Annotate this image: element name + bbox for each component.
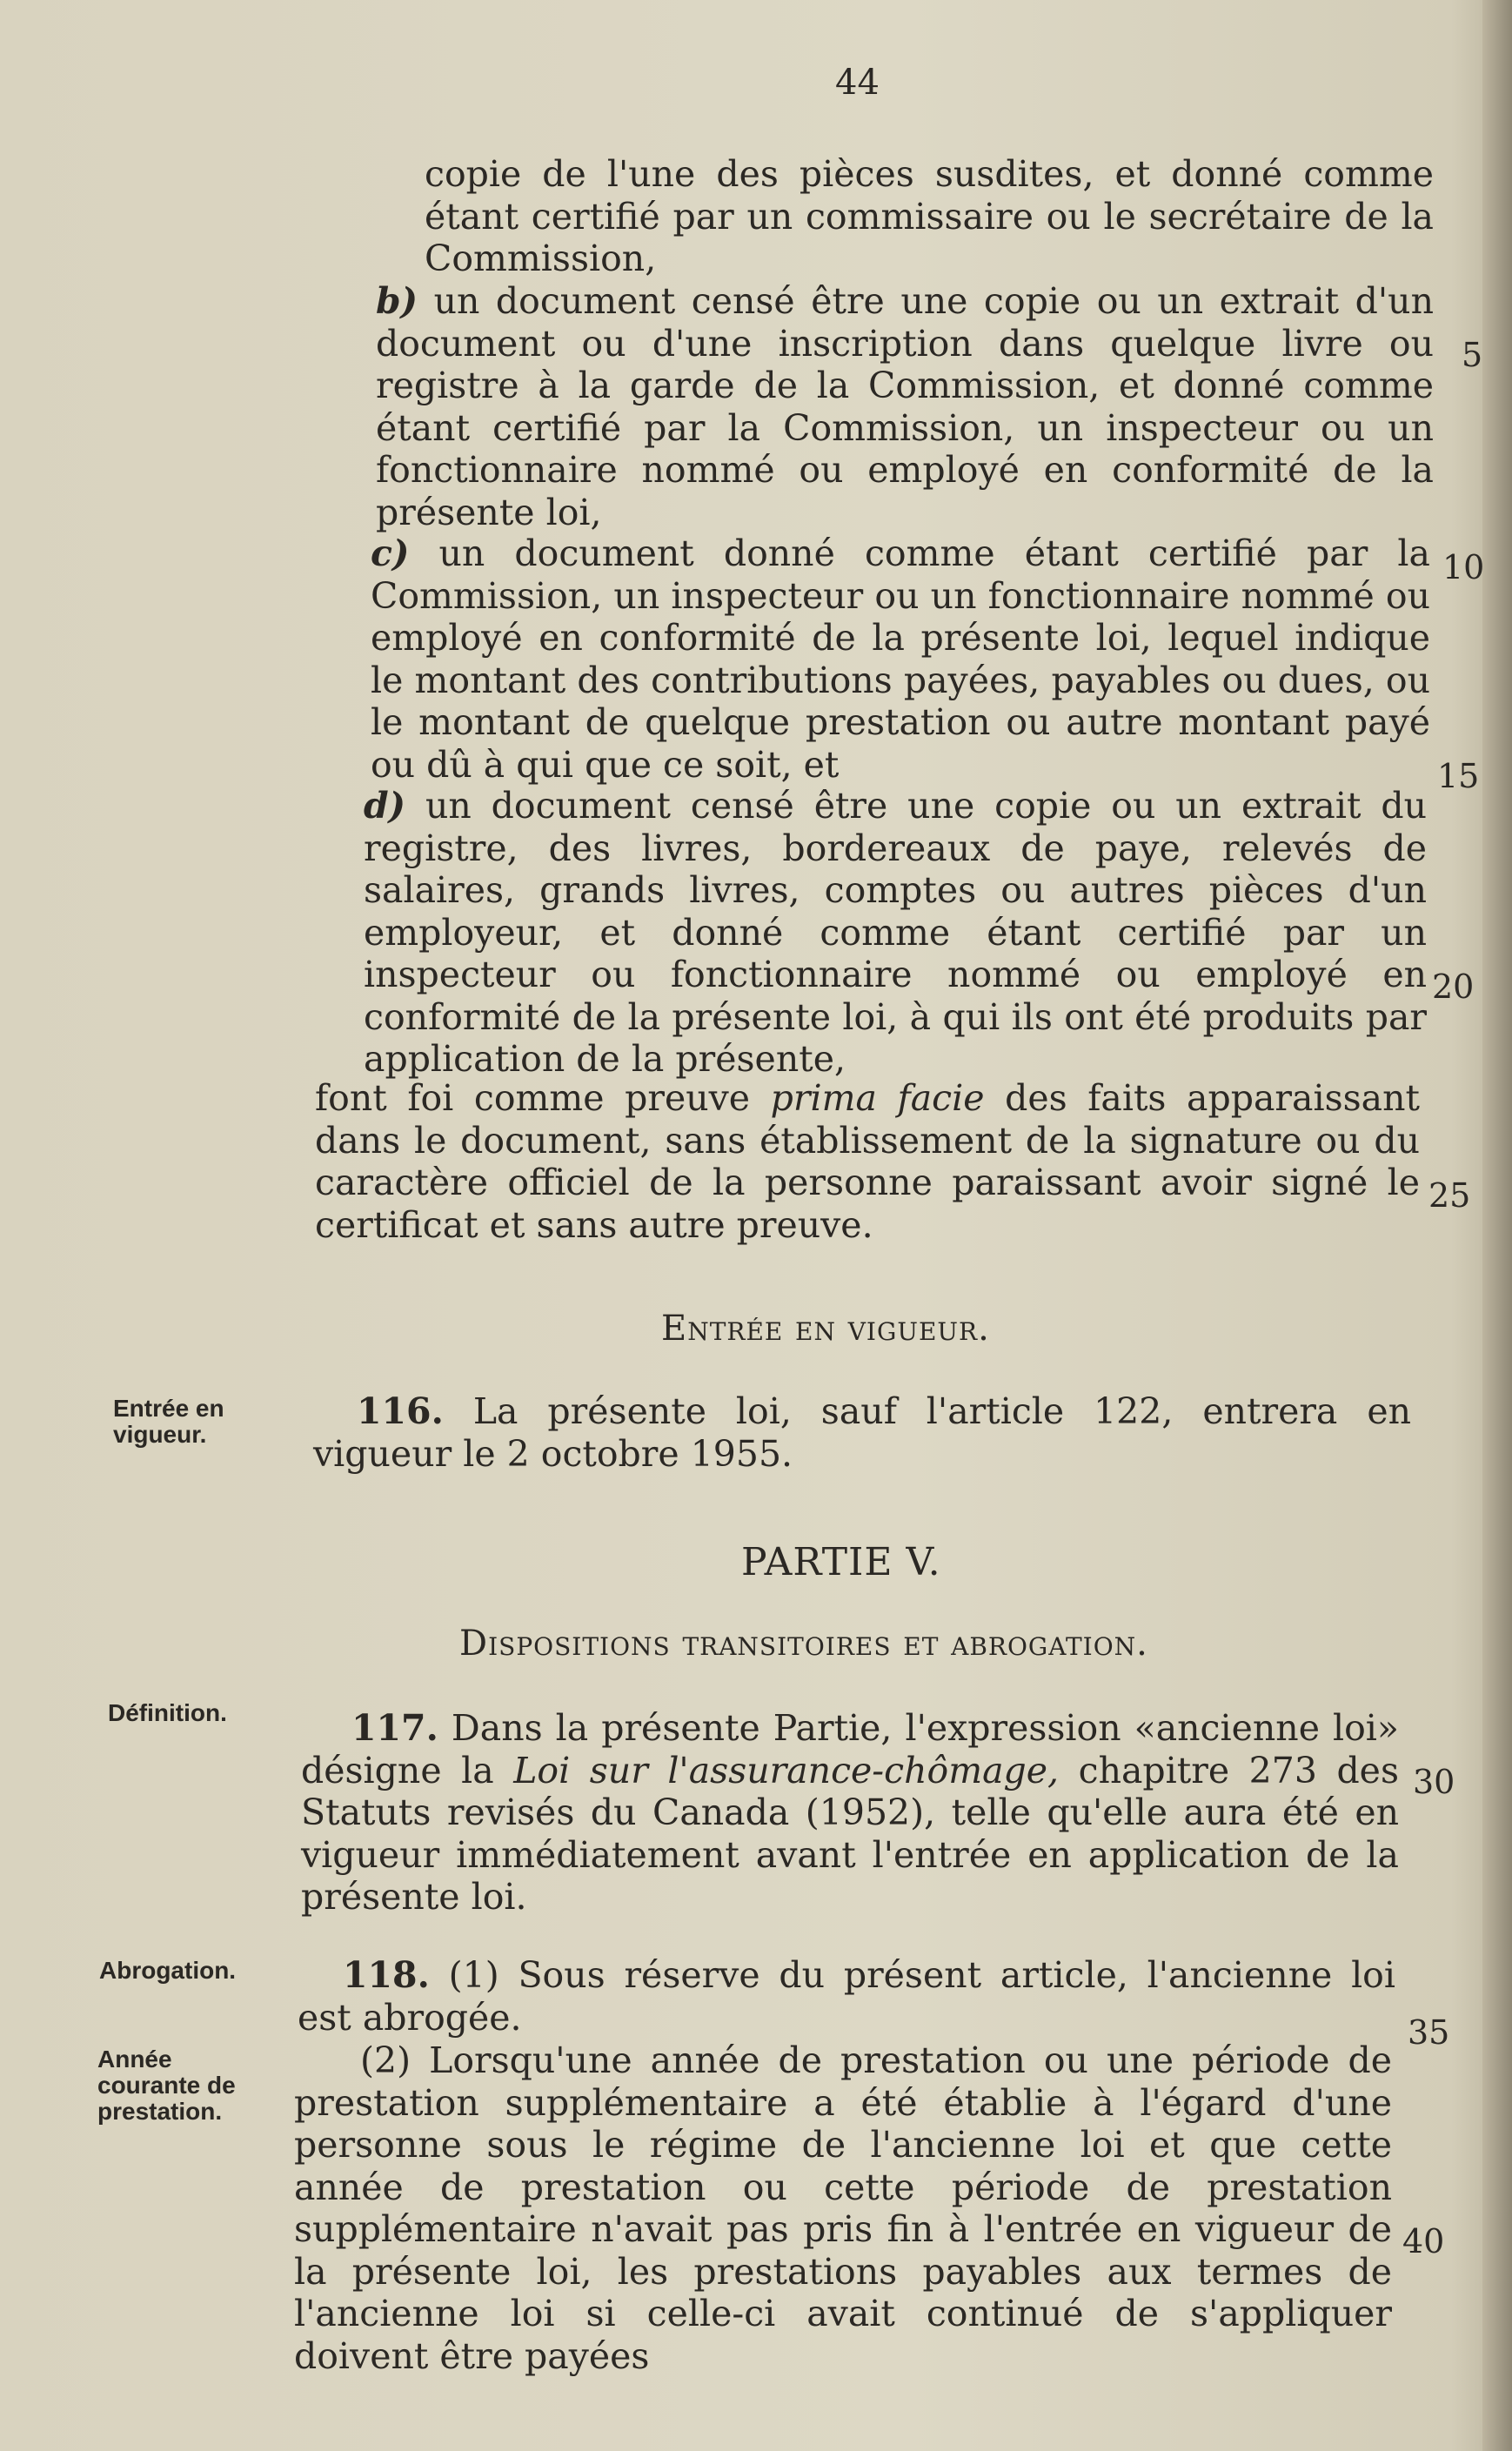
item-c-label: c) xyxy=(371,532,410,574)
item-d-label: d) xyxy=(364,785,406,827)
margin-note-118: Abrogation. xyxy=(99,1957,237,1984)
page-edge-shadow xyxy=(1482,0,1512,2451)
item-a-text: copie de l'une des pièces susdites, et donné comme étant certifié par un commissaire ou le secrétaire de la Commission, xyxy=(425,153,1434,279)
conclusion-paragraph: font foi comme preuve prima facie des faits apparaissant dans le document, sans établissement de la signature ou du caractère officiel de la personne paraissant avoir signé le certificat et sans autre preuve. xyxy=(315,1077,1420,1246)
margin-note-118-2: Année courante de prestation. xyxy=(97,2046,236,2125)
section-118-2: (2) Lorsqu'une année de prestation ou une période de prestation supplémentaire a été établie à l'égard d'une personne sous le régime de l'ancienne loi et que cette année de prestation ou cette période de prestation supplémentaire n'avait pas pris fin à l'entrée en vigueur de la présente loi, les prestations payables aux termes de l'ancienne loi si celle-ci avait continué de s'appliquer doivent être payées xyxy=(294,2039,1392,2377)
partie-title: PARTIE V. xyxy=(741,1540,941,1584)
item-c-text: un document donné comme étant certifié par la Commission, un inspecteur ou un fonctionnaire nommé ou employé en conformité de la présente loi, lequel indique le montant des contributions payées, payables ou dues, ou le montant de quelque prestation ou autre montant payé ou dû à qui que ce soit, et xyxy=(371,532,1430,786)
item-b xyxy=(376,280,1434,533)
section-117: 117. Dans la présente Partie, l'expression «ancienne loi» désigne la Loi sur l'assurance-chômage, chapitre 273 des Statuts revisés du Canada (1952), telle qu'elle aura été en vigueur immédiatement avant l'entrée en application de la présente loi. xyxy=(301,1707,1399,1918)
prima-facie: prima facie xyxy=(770,1077,985,1119)
section-117-number: 117. xyxy=(351,1707,438,1749)
item-b-text: un document censé être une copie ou un extrait d'un document ou d'une inscription dans quelque livre ou registre à la garde de la Commission, et donné comme étant certifié par la Commission, un inspecteur ou un fonctionnaire nommé ou employé en conformité de la présente loi, xyxy=(376,280,1434,533)
line-number: 5 xyxy=(1462,336,1483,374)
section-118-number: 118. xyxy=(343,1954,430,1996)
margin-note-117: Définition. xyxy=(108,1699,227,1726)
line-number: 30 xyxy=(1413,1763,1455,1801)
section-116-number: 116. xyxy=(357,1390,444,1432)
item-b-label: b) xyxy=(376,280,418,322)
section-116: 116. La présente loi, sauf l'article 122, entrera en vigueur le 2 octobre 1955. xyxy=(313,1390,1411,1475)
line-number: 25 xyxy=(1428,1176,1471,1215)
heading-entree-en-vigueur: Entrée en vigueur. xyxy=(661,1309,990,1349)
section-118-1: 118. (1) Sous réserve du présent article, l'ancienne loi est abrogée. xyxy=(298,1954,1395,2039)
line-number: 15 xyxy=(1437,757,1480,795)
item-d-text: un document censé être une copie ou un extrait du registre, des livres, bordereaux de paye, relevés de salaires, grands livres, comptes ou autres pièces d'un employeur, et donné comme étant certifié par un inspecteur ou fonctionnaire nommé ou employé en conformité de la présente loi, à qui ils ont été produits par application de la présente, xyxy=(364,785,1427,1080)
line-number: 35 xyxy=(1408,2013,1450,2052)
act-title: Loi sur l'assurance-chômage, xyxy=(513,1749,1060,1791)
page-number: 44 xyxy=(835,63,880,103)
line-number: 40 xyxy=(1402,2222,1445,2260)
item-c xyxy=(371,532,1430,786)
item-d xyxy=(364,785,1427,1081)
heading-dispositions: Dispositions transitoires et abrogation. xyxy=(459,1624,1148,1664)
line-number: 20 xyxy=(1432,968,1475,1006)
margin-note-116: Entrée en vigueur. xyxy=(113,1395,224,1448)
item-a-continuation xyxy=(425,153,1434,280)
line-number: 10 xyxy=(1442,548,1485,586)
